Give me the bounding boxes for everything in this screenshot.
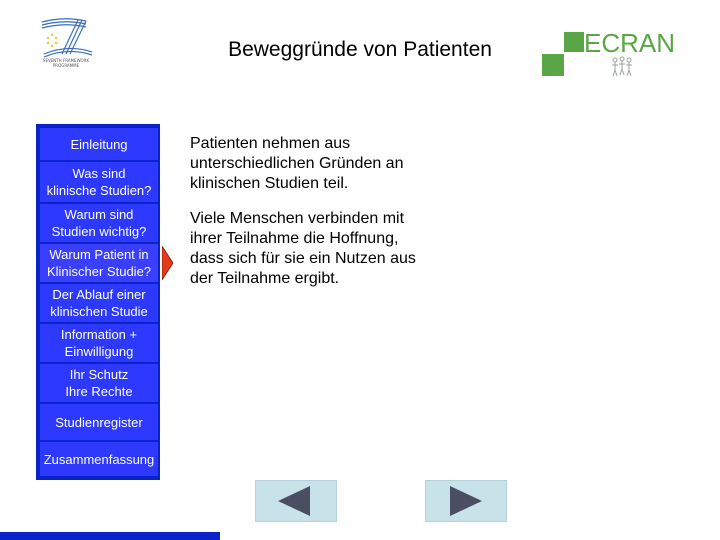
sidebar-item-zusammenfassung[interactable]: Zusammenfassung (40, 442, 158, 476)
triangle-right-icon (426, 481, 506, 521)
sidebar-item-ablauf[interactable]: Der Ablauf einer klinischen Studie (40, 284, 158, 322)
fp7-caption: SEVENTH FRAMEWORK PROGRAMME (42, 58, 90, 68)
bottom-bar (0, 532, 220, 540)
next-button[interactable] (425, 480, 507, 522)
content-paragraph: Viele Menschen verbinden mit ihrer Teilnahme die Hoffnung, dass sich für sie ein Nutzen aus der Teilnahme ergibt. (190, 210, 416, 287)
sidebar-item-warum-patient[interactable]: Warum Patient in Klinischer Studie? (40, 244, 158, 282)
sidebar-item-einleitung[interactable]: Einleitung (40, 128, 158, 160)
ecran-logo-text: ECRAN (584, 28, 676, 58)
sidebar-nav (36, 124, 160, 480)
main-content (190, 134, 460, 304)
logo-square-blank (564, 54, 584, 76)
page-title: Beweggründe von Patienten (228, 38, 492, 61)
people-figures-icon (610, 56, 634, 78)
sidebar-item-was-sind-studien[interactable]: Was sind klinische Studien? (40, 162, 158, 202)
fp7-logo (34, 14, 98, 74)
previous-button[interactable] (255, 480, 337, 522)
active-indicator-icon (162, 246, 174, 280)
logo-square (564, 32, 584, 52)
logo-square (542, 54, 564, 76)
sidebar-item-warum-wichtig[interactable]: Warum sind Studien wichtig? (40, 204, 158, 242)
content-paragraph: Patienten nehmen aus unterschiedlichen Gründen an klinischen Studien teil. (190, 135, 404, 192)
triangle-left-icon (256, 481, 336, 521)
sidebar-item-information[interactable]: Information + Einwilligung (40, 324, 158, 362)
ecran-logo (540, 30, 680, 80)
sidebar-item-studienregister[interactable]: Studienregister (40, 404, 158, 440)
fp7-logo-icon (34, 14, 98, 58)
sidebar-item-schutz-rechte[interactable]: Ihr Schutz Ihre Rechte (40, 364, 158, 402)
